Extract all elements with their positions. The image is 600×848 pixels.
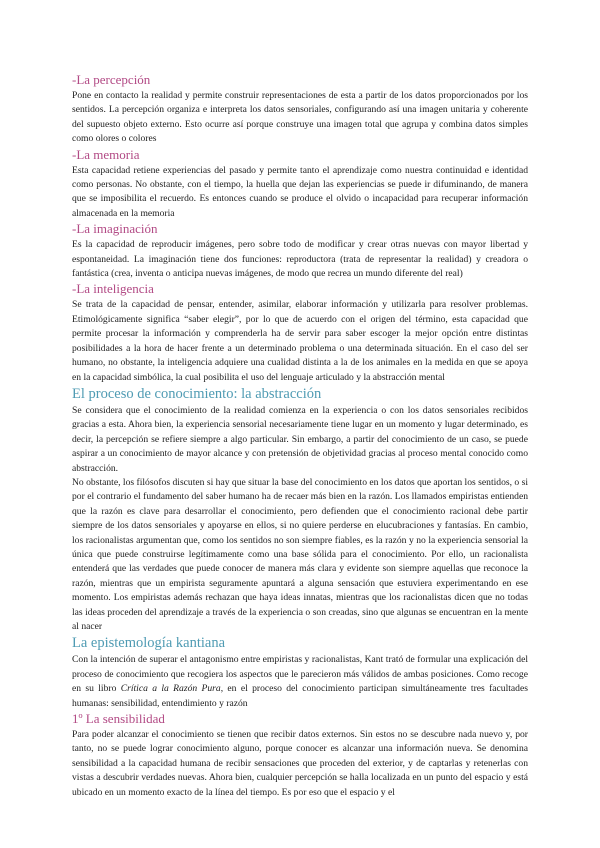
paragraph-inteligencia: Se trata de la capacidad de pensar, entender, asimilar, elaborar información y utilizarla para resolver problemas. Etimológicamente significa “saber elegir”, por lo que de acuerdo con el origen del término, esta capacidad que permite procesar la información y comprenderla ha de servir para saber escoger la mejor opción entre distintas posibilidades a la hora de hacer frente a un determinado problema o una determinada situación. En el caso del ser humano, no obstante, la inteligencia adquiere una cualidad distinta a la de los animales en la medida en que se apoya en la capacidad simbólica, la cual posibilita el uso del lenguaje articulado y la abstracción mental xyxy=(72,299,528,383)
heading-abstraccion: El proceso de conocimiento: la abstracción xyxy=(72,385,322,402)
paragraph-abstraccion-2: No obstante, los filósofos discuten si hay que situar la base del conocimiento en los datos que aportan los sentidos, o si por el contrario el fundamento del saber humano ha de recaer más bien en la razón. Los llamados empiristas entienden que la razón es clave para desarrollar el conocimiento, pero defienden que el conocimiento racional debe partir siempre de los datos sensoriales y apoyarse en ellos, si no quiere perderse en elucubraciones y fantasías. En cambio, los racionalistas argumentan que, como los sentidos no son siempre fiables, es la razón y no la experiencia sensorial la única que puede construirse legítimamente como una base sólida para el conocimiento. Por ello, un racionalista entenderá que las verdades que puede conocer de manera más clara y evidente son siempre aquellas que reconoce la razón, mientras que un empirista seguramente apuntará a alguna sensación que estuviera experimentando en ese momento. Los empiristas además rechazan que haya ideas innatas, mientras que los racionalistas dicen que no todas las ideas proceden del aprendizaje a través de la experiencia o son creadas, sino que algunas se encuentran en la mente al nacer xyxy=(72,476,528,632)
heading-percepcion: -La percepción xyxy=(72,72,151,87)
heading-memoria: -La memoria xyxy=(72,146,140,162)
paragraph-sensibilidad: Para poder alcanzar el conocimiento se tienen que recibir datos externos. Sin estos no se descubre nada nuevo y, por tanto, no se puede lograr conocimiento alguno, porque conocer es alcanzar una información nueva. Se denomina sensibilidad a la capacidad humana de recibir sensaciones que proceden del exterior, y de captarlas y retenerlas con vistas a descubrir verdades nuevas. Ahora bien, cualquier percepción se halla localizada en un punto del espacio y está ubicado en un momento exacto de la línea del tiempo. Es por eso que el espacio y el xyxy=(72,729,528,798)
kantiana-text-after: , en el proceso del conocimiento participan simultáneamente tres facultades humanas: sensibilidad, entendimiento y razón xyxy=(72,683,528,709)
paragraph-memoria: Esta capacidad retiene experiencias del pasado y permite tanto el aprendizaje como nuestra continuidad e identidad como personas. No obstante, con el tiempo, la huella que dejan las experiencias se puede ir difuminando, de manera que se imposibilita el recuerdo. Es entonces cuando se produce el olvido o incapacidad para recuperar información almacenada en la memoria xyxy=(72,164,528,219)
paragraph-abstraccion-1: Se considera que el conocimiento de la realidad comienza en la experiencia o con los datos sensoriales recibidos gracias a esta. Ahora bien, la experiencia sensorial necesariamente tiene lugar en un momento y lugar determinado, es decir, la percepción se refiere siempre a algo particular. Sin embargo, a partir del conocimiento de un caso, se puede aspirar a un conocimiento de mayor alcance y con pretensión de objetividad gracias al proceso mental conocido como abstracción. xyxy=(72,404,528,474)
kantiana-text-before: Con la intención de superar el antagonismo entre empiristas y racionalistas, Kant trató de formular una explicación del proceso de conocimiento que recogiera los aspectos que le parecieron más válidos de ambas posiciones. Como recoge en su libro xyxy=(72,654,528,695)
heading-sensibilidad: 1º La sensibilidad xyxy=(72,711,165,727)
paragraph-kantiana xyxy=(72,653,528,711)
book-title: Crítica a la Razón Pura xyxy=(120,683,221,695)
heading-imaginacion: -La imaginación xyxy=(72,221,158,237)
paragraph-imaginacion: Es la capacidad de reproducir imágenes, pero sobre todo de modificar y crear otras nuevas con mayor libertad y espontaneidad. La imaginación tiene dos funciones: reproductora (trata de representar la realidad) y creadora o fantástica (crea, inventa o anticipa nuevas imágenes, de modo que recrea un mundo diferente del real) xyxy=(72,239,528,280)
heading-kantiana: La epistemología kantiana xyxy=(72,635,226,652)
heading-inteligencia: -La inteligencia xyxy=(72,281,154,297)
paragraph-percepcion: Pone en contacto la realidad y permite construir representaciones de esta a partir de los datos proporcionados por los sentidos. La percepción organiza e interpreta los datos sensoriales, configurando así una imagen unitaria y coherente del supuesto objeto externo. Esto ocurre así porque construye una imagen total que agrupa y combina datos simples como olores o colores xyxy=(72,90,528,145)
